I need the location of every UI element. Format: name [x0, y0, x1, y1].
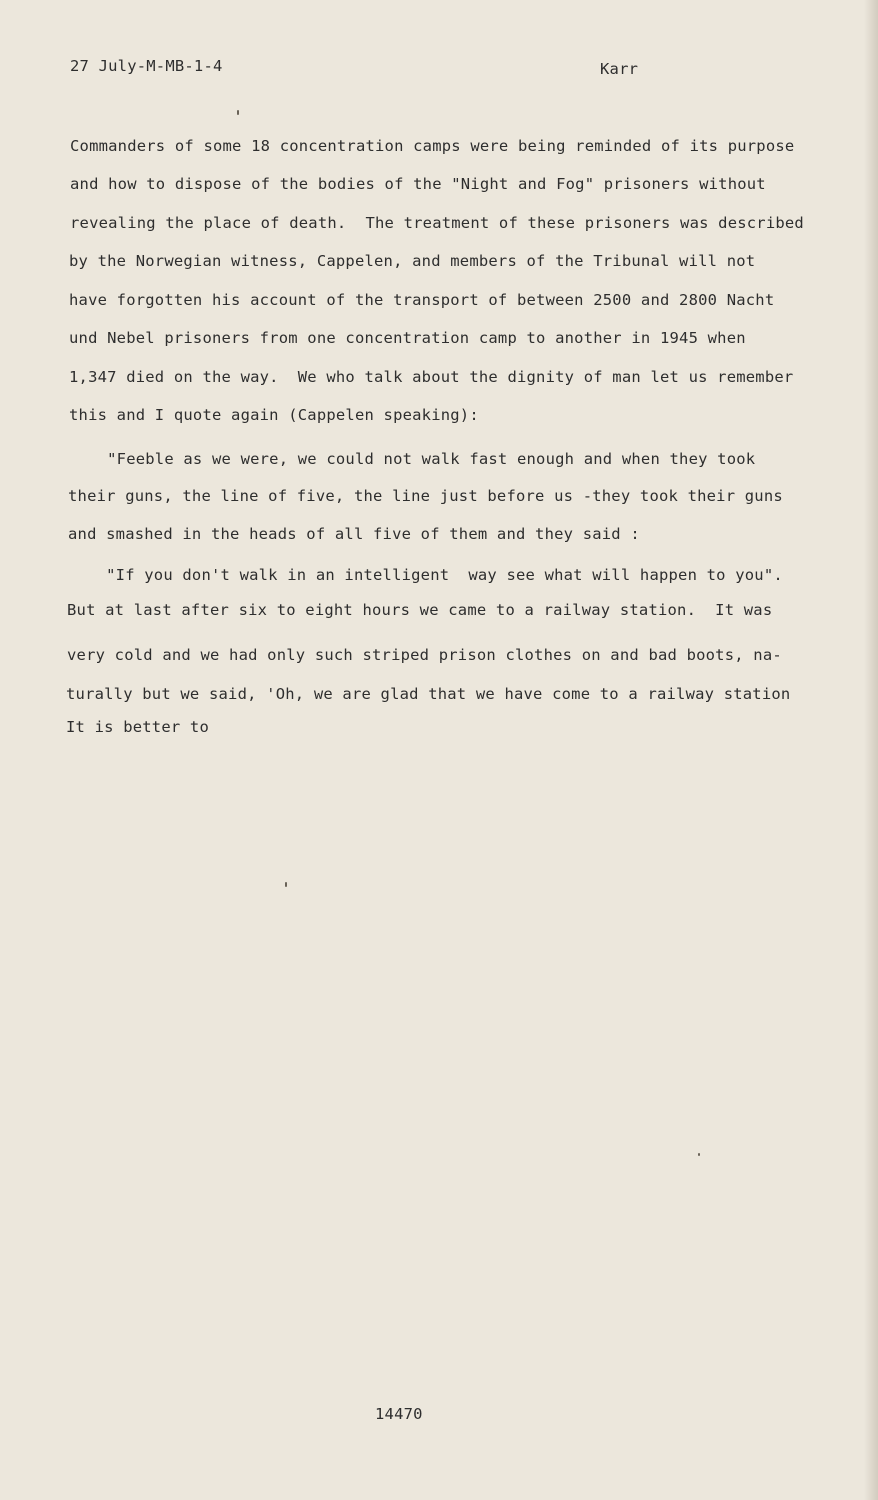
paper-speck	[285, 882, 287, 887]
body-line: and smashed in the heads of all five of them and they said :	[68, 525, 640, 543]
body-line: It is better to	[66, 718, 209, 736]
paper-speck	[237, 110, 239, 115]
body-line: have forgotten his account of the transport of between 2500 and 2800 Nacht	[69, 291, 775, 309]
body-line: and how to dispose of the bodies of the "Night and Fog" prisoners without	[70, 175, 766, 193]
body-line: turally but we said, 'Oh, we are glad that we have come to a railway station	[66, 685, 791, 703]
body-line: their guns, the line of five, the line just before us -they took their guns	[68, 487, 783, 505]
body-line: "If you don't walk in an intelligent way see what will happen to you".	[68, 566, 783, 584]
body-line: by the Norwegian witness, Cappelen, and members of the Tribunal will not	[69, 252, 756, 270]
body-line: Commanders of some 18 concentration camps were being reminded of its purpose	[70, 137, 795, 155]
body-line: very cold and we had only such striped prison clothes on and bad boots, na-	[67, 646, 782, 664]
page-edge-shadow	[864, 0, 878, 1500]
body-line: this and I quote again (Cappelen speaking):	[69, 406, 479, 424]
body-line: 1,347 died on the way. We who talk about the dignity of man let us remember	[69, 368, 794, 386]
body-line: But at last after six to eight hours we came to a railway station. It was	[67, 601, 773, 619]
body-line: revealing the place of death. The treatment of these prisoners was described	[70, 214, 804, 232]
page-number: 14470	[375, 1405, 423, 1423]
body-line: "Feeble as we were, we could not walk fast enough and when they took	[69, 450, 756, 468]
document-reference: 27 July-M-MB-1-4	[70, 57, 223, 75]
speaker-name: Karr	[600, 60, 639, 78]
body-line: und Nebel prisoners from one concentration camp to another in 1945 when	[69, 329, 746, 347]
paper-speck	[698, 1153, 700, 1156]
